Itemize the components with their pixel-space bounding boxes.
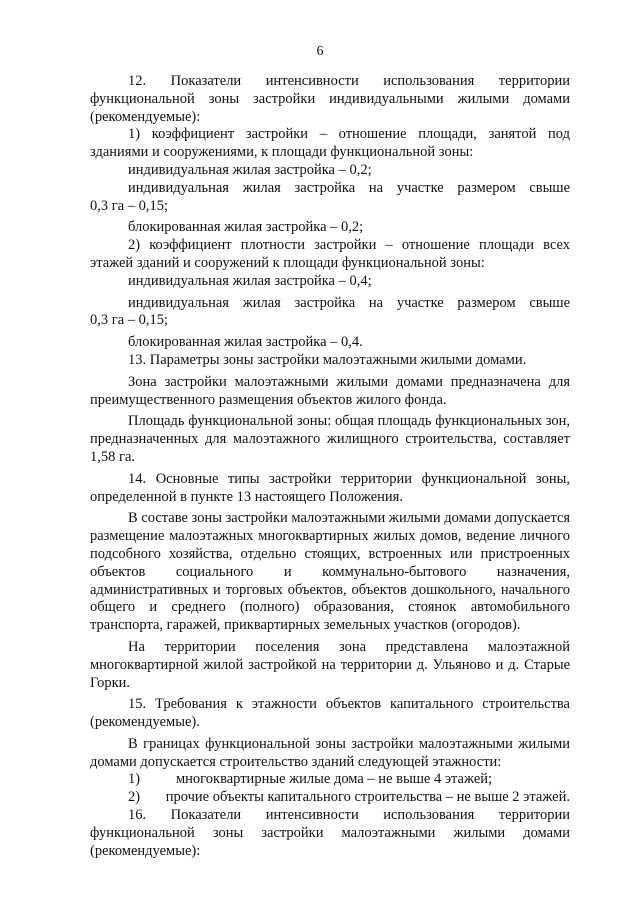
page-number: 6	[316, 44, 324, 59]
section-16-heading-cont: функциональной зоны застройки малоэтажными жилыми домами	[90, 824, 570, 841]
list-item	[90, 771, 570, 789]
section-16-heading: 16. Показатели интенсивности использования территории	[128, 807, 570, 824]
section-15-heading-cont: (рекомендуемые).	[90, 714, 200, 731]
section-12-heading-end: (рекомендуемые):	[90, 108, 201, 125]
item-2-value-a: индивидуальная жилая застройка – 0,4;	[128, 272, 372, 289]
item-2-value-c: блокированная жилая застройка – 0,4.	[128, 334, 363, 351]
section-14-para-2-end: Горки.	[90, 674, 131, 691]
section-13-para-2-cont: предназначенных для малоэтажного жилищного строительства, составляет	[90, 431, 570, 448]
section-14-para-1-line-3: подсобного хозяйства, отдельно стоящих, встроенных или пристроенных	[90, 545, 570, 562]
section-13-para-1-cont: преимущественного размещения объектов жилого фонда.	[90, 391, 447, 408]
list-item	[90, 789, 570, 807]
section-14-para-1: В составе зоны застройки малоэтажными жилыми домами допускается	[128, 510, 571, 527]
section-12-heading-cont: функциональной зоны застройки индивидуальными жилыми домами	[90, 90, 570, 107]
list-item-text: прочие объекты капитального строительства – не выше 2 этажей.	[165, 789, 570, 806]
section-14-heading-cont: определенной в пункте 13 настоящего Положения.	[90, 488, 403, 505]
item-1-value-b-cont: 0,3 га – 0,15;	[90, 197, 169, 214]
list-item-number: 2)	[128, 789, 141, 806]
section-12-heading: 12. Показатели интенсивности использования территории	[128, 73, 570, 89]
item-1-value-a: индивидуальная жилая застройка – 0,2;	[128, 161, 372, 178]
list-item-text: многоквартирные жилые дома – не выше 4 этажей;	[176, 771, 493, 788]
section-14-para-1-line-2: размещение малоэтажных многоквартирных жилых домов, ведение личного	[90, 528, 570, 545]
item-1-value-c: блокированная жилая застройка – 0,2;	[128, 219, 364, 236]
section-13-para-2-end: 1,58 га.	[90, 448, 136, 465]
section-13-para-2: Площадь функциональной зоны: общая площадь функциональных зон,	[128, 413, 570, 430]
item-1-text-cont: зданиями и сооружениями, к площади функциональной зоны:	[90, 144, 474, 161]
item-2-value-b-cont: 0,3 га – 0,15;	[90, 312, 169, 329]
item-2-value-b: индивидуальная жилая застройка на участке размером свыше	[128, 294, 570, 311]
section-13-heading: 13. Параметры зоны застройки малоэтажными жилыми домами.	[128, 351, 527, 368]
section-14-para-2-cont: многоквартирной жилой застройкой на территории д. Ульяново и д. Старые	[90, 656, 570, 673]
item-2-text-cont: этажей зданий и сооружений к площади функциональной зоны:	[90, 254, 485, 271]
section-15-heading: 15. Требования к этажности объектов капитального строительства	[128, 696, 570, 713]
section-14-para-1-line-5: административных и торговых объектов, объектов дошкольного, начального	[90, 581, 570, 598]
section-13-para-1: Зона застройки малоэтажными жилыми домами предназначена для	[128, 373, 570, 390]
section-14-para-1-line-6: общего и среднего (полного) образования, стоянок автомобильного	[90, 599, 570, 616]
item-2-text: 2) коэффициент плотности застройки – отношение площади всех	[128, 237, 570, 254]
list-item-number: 1)	[128, 771, 141, 788]
section-14-para-1-line-7: транспорта, гаражей, приквартирных земельных участков (огородов).	[90, 617, 521, 634]
item-1-value-b: индивидуальная жилая застройка на участке размером свыше	[128, 179, 570, 196]
section-16-heading-end: (рекомендуемые):	[90, 842, 201, 859]
document-body	[90, 73, 570, 860]
section-14-para-2: На территории поселения зона представлена малоэтажной	[128, 638, 570, 655]
section-14-para-1-line-4: объектов социального и коммунально-бытового назначения,	[90, 563, 570, 580]
section-15-para-cont: домами допускается строительство зданий следующей этажности:	[90, 753, 502, 770]
item-1-text: 1) коэффициент застройки – отношение площади, занятой под	[128, 126, 570, 143]
section-15-para: В границах функциональной зоны застройки малоэтажными жилыми	[128, 735, 570, 752]
section-14-heading: 14. Основные типы застройки территории функциональной зоны,	[128, 470, 570, 487]
